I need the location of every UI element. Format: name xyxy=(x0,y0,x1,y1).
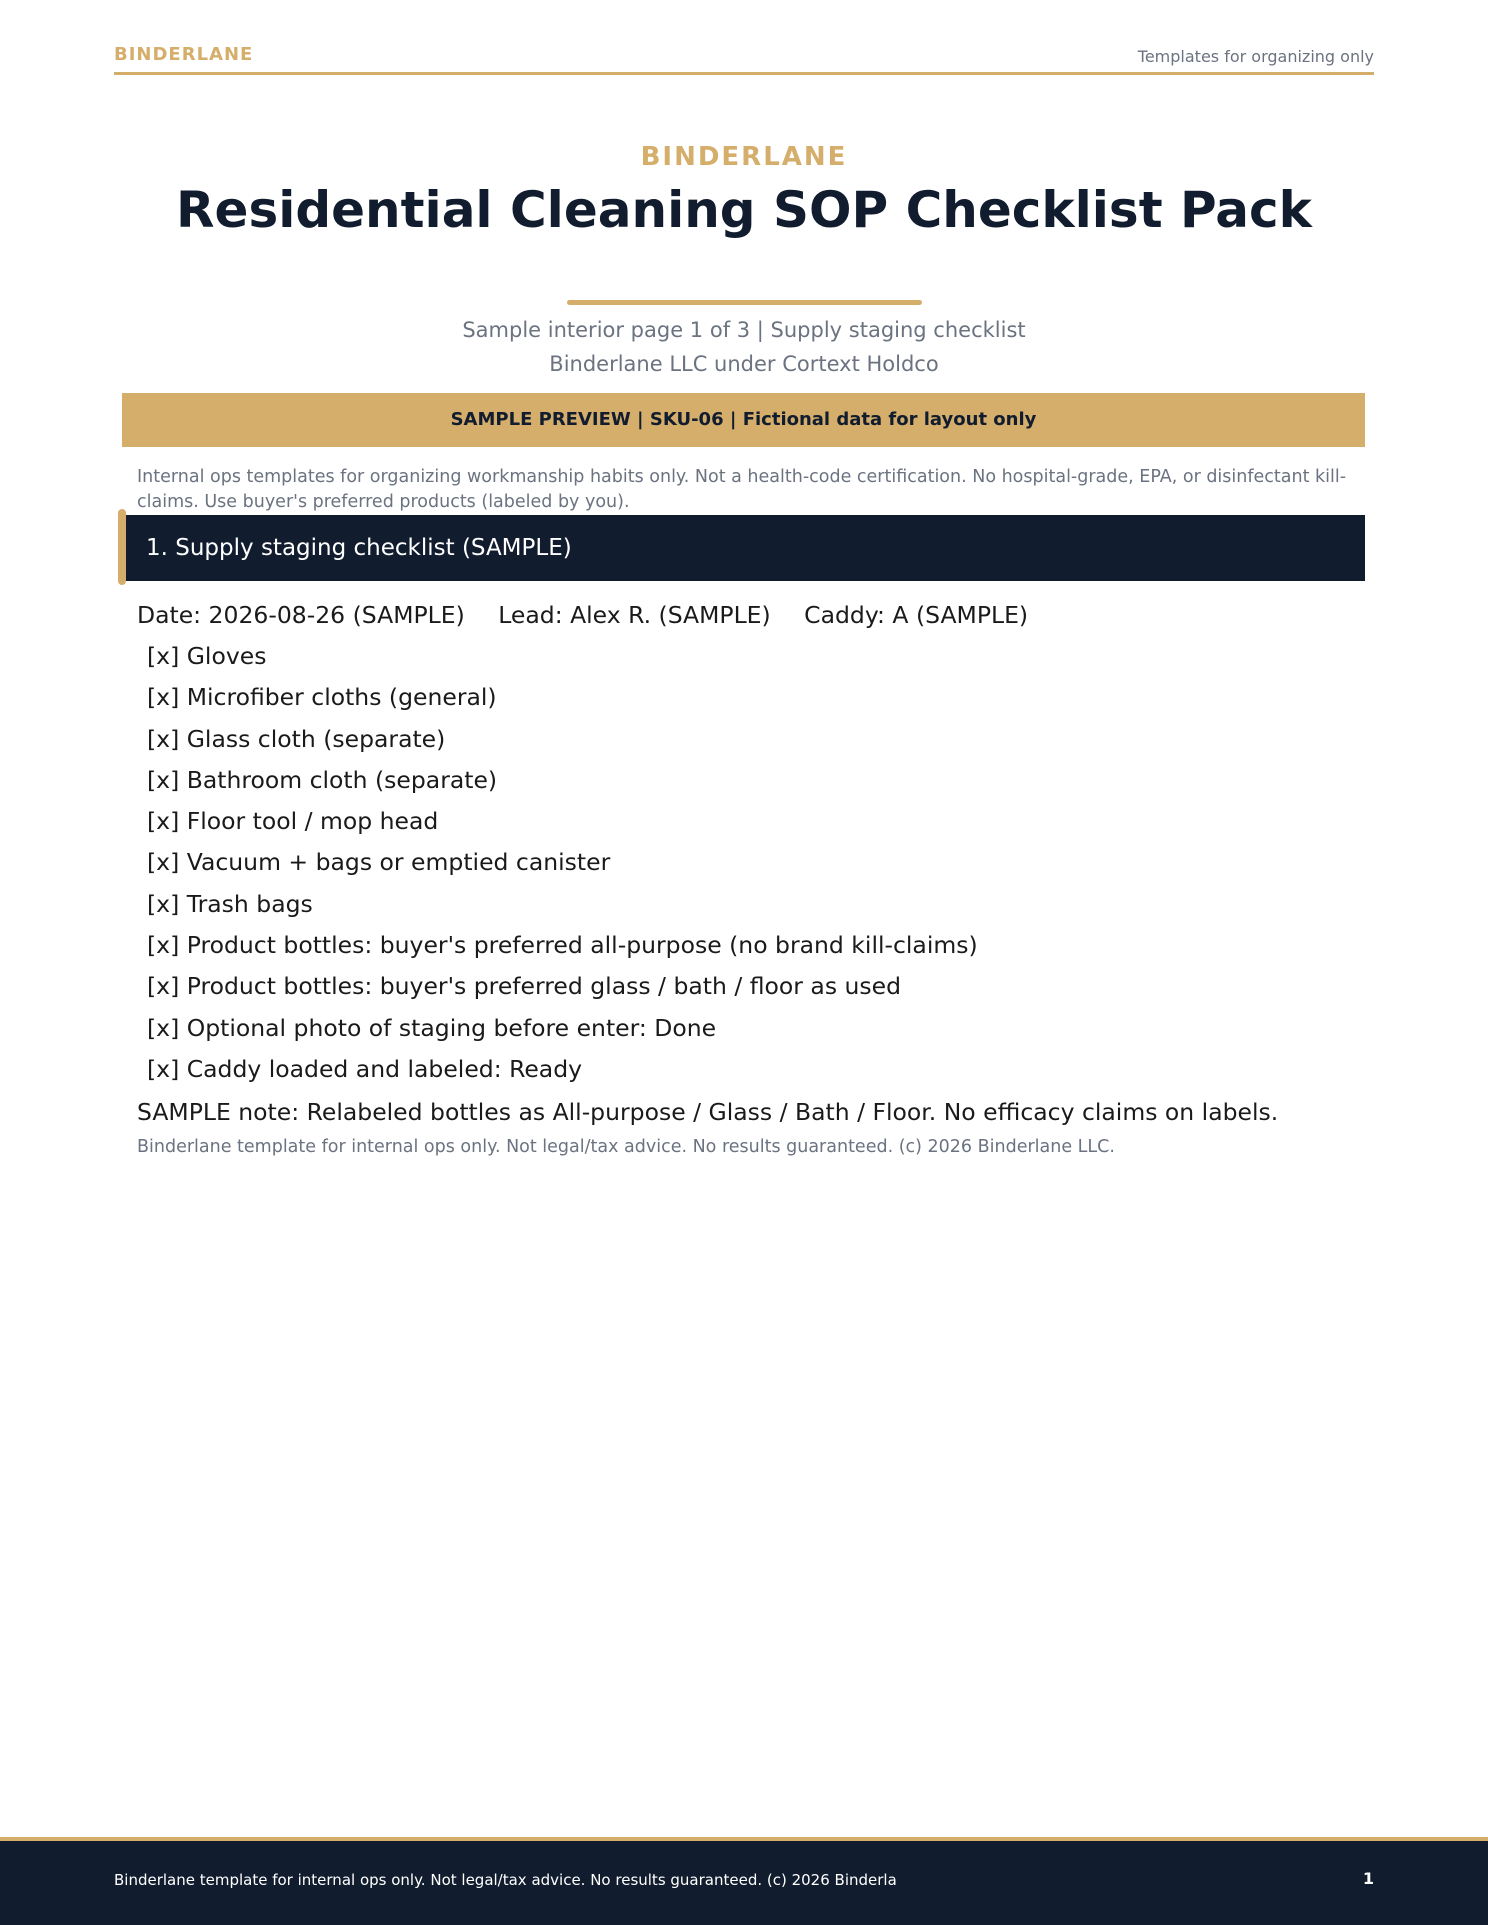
sample-note: SAMPLE note: Relabeled bottles as All-purpose / Glass / Bath / Floor. No efficacy claims on labels. xyxy=(137,1098,1279,1127)
checklist-item: [x] Bathroom cloth (separate) xyxy=(147,765,498,794)
meta-date: Date: 2026-08-26 (SAMPLE) xyxy=(137,601,465,629)
section-title: 1. Supply staging checklist (SAMPLE) xyxy=(146,535,572,561)
header-brand: BINDERLANE xyxy=(114,44,254,65)
meta-caddy: Caddy: A (SAMPLE) xyxy=(804,601,1029,629)
subtitle-line-2: Binderlane LLC under Cortext Holdco xyxy=(549,352,939,376)
section-footer-note: Binderlane template for internal ops only. Not legal/tax advice. No results guaranteed. (c) 2026 Binderlane LLC. xyxy=(137,1137,1115,1158)
header-tagline: Templates for organizing only xyxy=(1137,47,1374,66)
title-divider xyxy=(567,300,922,305)
subtitle-line-1: Sample interior page 1 of 3 | Supply staging checklist xyxy=(462,318,1026,342)
checklist-content xyxy=(137,595,1378,1160)
checklist-item: [x] Vacuum + bags or emptied canister xyxy=(147,848,611,877)
running-header xyxy=(114,42,1374,75)
page-footer xyxy=(0,1837,1488,1925)
cover-block xyxy=(0,140,1488,381)
meta-lead: Lead: Alex R. (SAMPLE) xyxy=(498,601,771,629)
page-number: 1 xyxy=(1362,1869,1374,1888)
disclaimer-text: Internal ops templates for organizing workmanship habits only. Not a health-code certification. No hospital-grade, EPA, or disinfectant kill-claims. Use buyer's preferred products (labeled by you). xyxy=(137,467,1347,512)
section-header xyxy=(126,515,1365,581)
checklist-item: [x] Trash bags xyxy=(147,889,313,918)
checklist-item: [x] Gloves xyxy=(147,642,267,670)
sample-preview-banner: SAMPLE PREVIEW | SKU-06 | Fictional data for layout only xyxy=(122,393,1365,447)
checklist-item: [x] Microfiber cloths (general) xyxy=(147,683,497,712)
checklist-item: [x] Product bottles: buyer's preferred all-purpose (no brand kill-claims) xyxy=(147,931,978,960)
checklist-item: [x] Product bottles: buyer's preferred glass / bath / floor as used xyxy=(147,972,902,1001)
checklist-item: [x] Optional photo of staging before enter: Done xyxy=(147,1013,717,1042)
checklist-meta xyxy=(137,595,1378,636)
checklist-item: [x] Glass cloth (separate) xyxy=(147,724,446,753)
footer-text: Binderlane template for internal ops only. Not legal/tax advice. No results guaranteed. (c) 2026 Binderla xyxy=(114,1871,897,1889)
cover-subtitle xyxy=(0,313,1488,381)
page-title: Residential Cleaning SOP Checklist Pack xyxy=(176,181,1312,239)
cover-brand: BINDERLANE xyxy=(640,142,848,172)
checklist-item: [x] Caddy loaded and labeled: Ready xyxy=(147,1054,583,1083)
checklist-item: [x] Floor tool / mop head xyxy=(147,807,439,836)
section-accent-bar xyxy=(118,509,126,585)
